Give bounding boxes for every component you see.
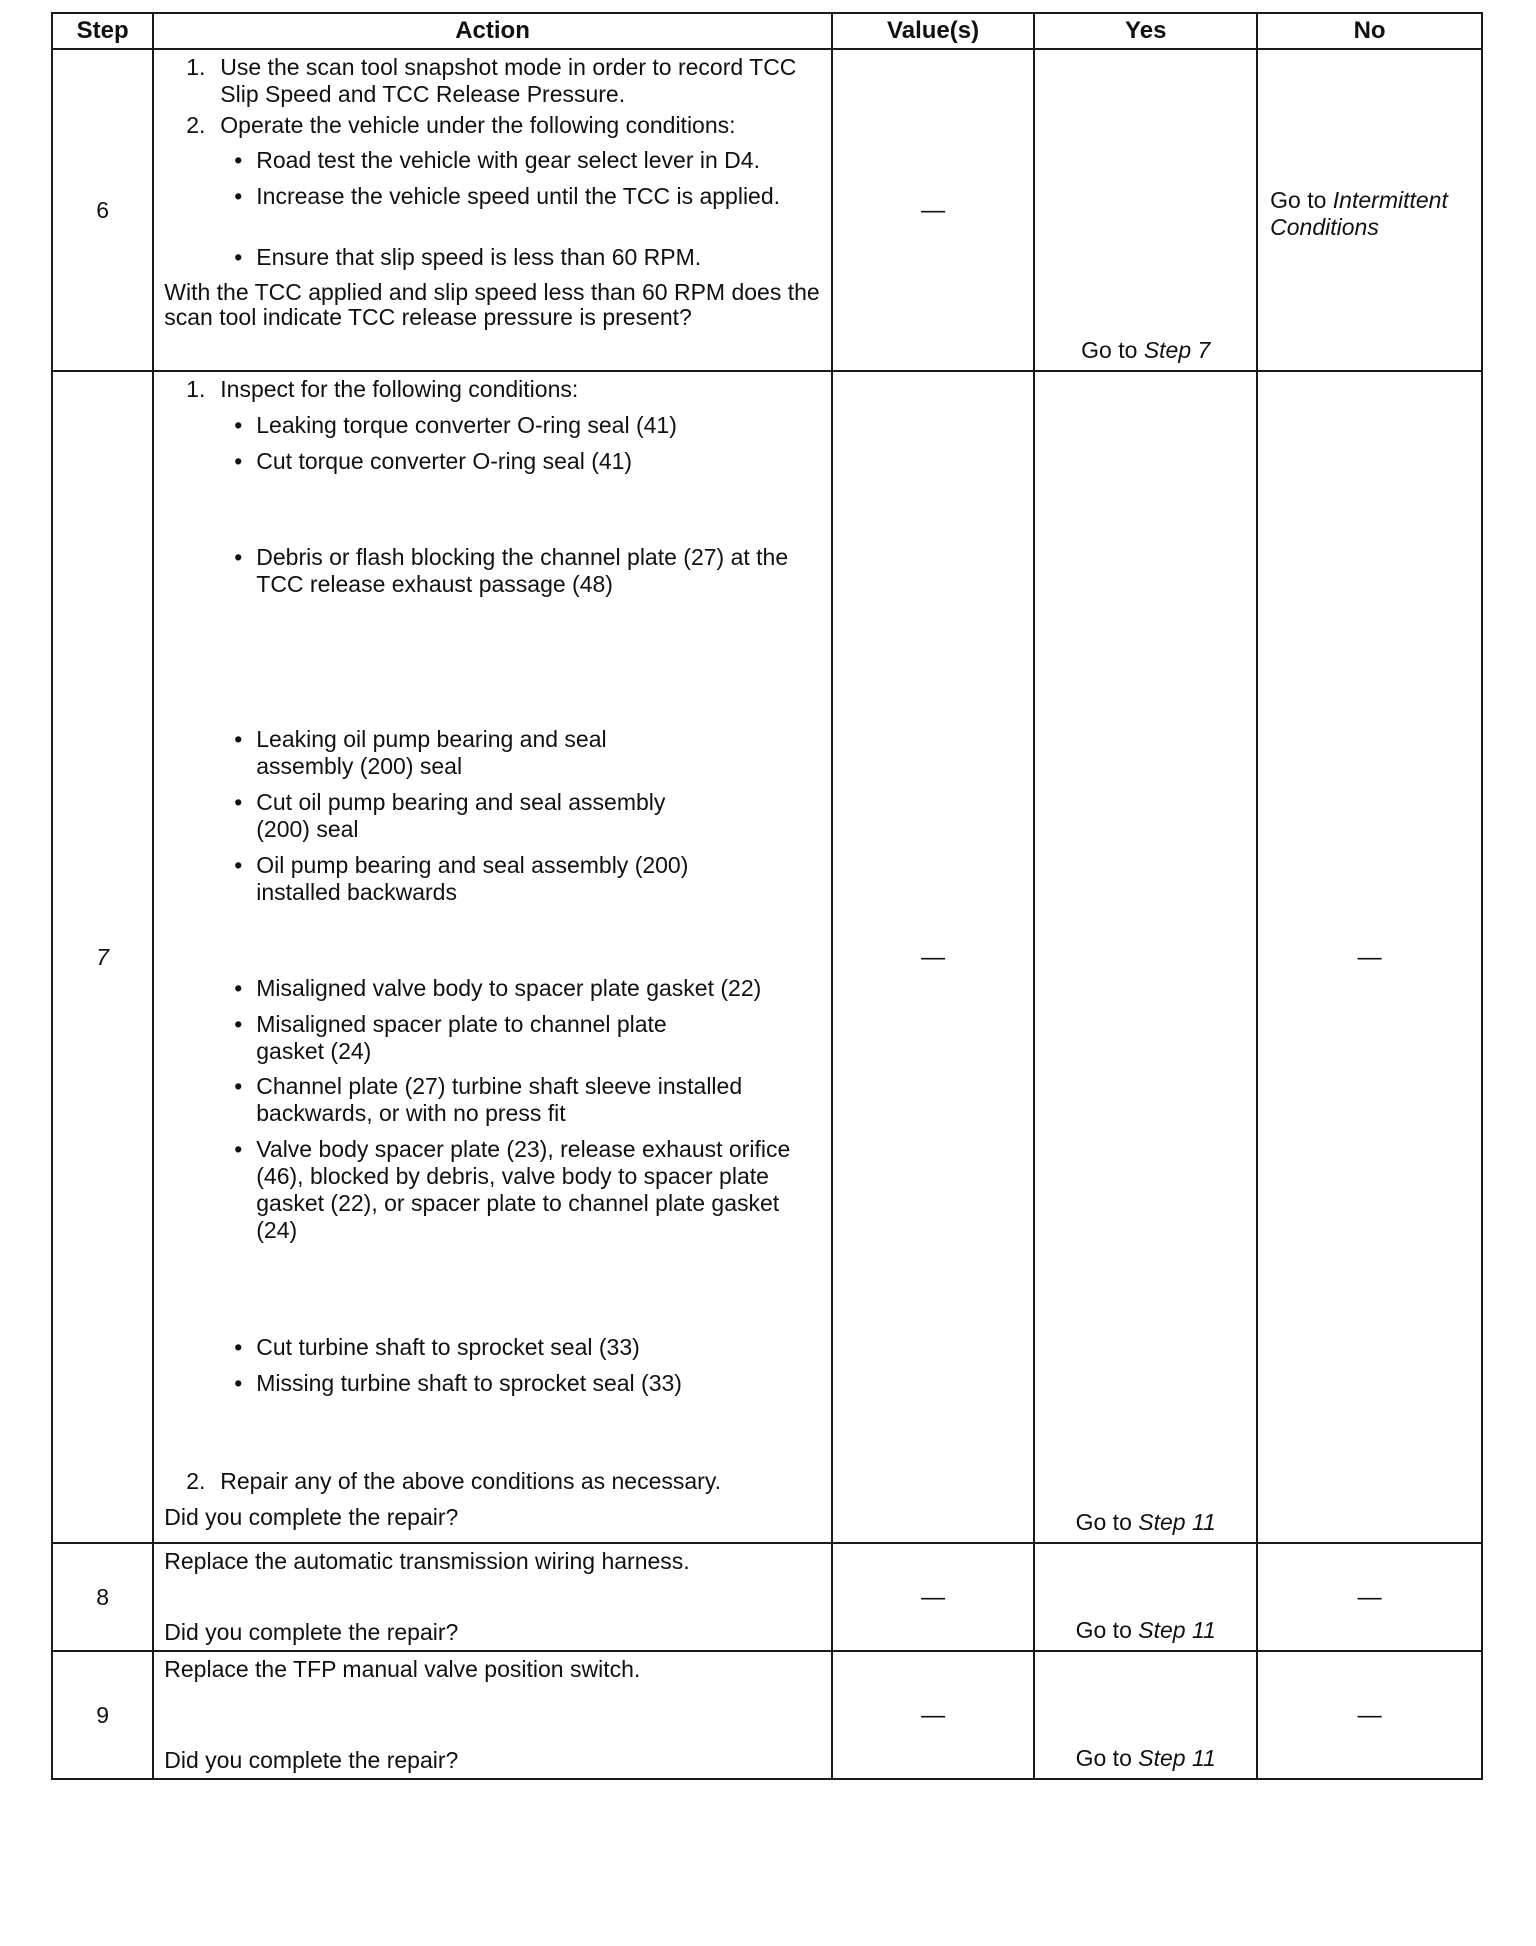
yes-prefix: Go to	[1075, 1617, 1139, 1643]
bullet-icon: •	[234, 789, 243, 815]
question-text: Did you complete the repair?	[164, 1619, 459, 1645]
yes-goto	[1035, 337, 1256, 370]
table-row-step-9	[52, 1651, 1482, 1779]
bullet-text: Oil pump bearing and seal assembly (200) installed backwards	[256, 852, 689, 905]
action-cell	[153, 371, 832, 1543]
action-text: Replace the TFP manual valve position switch.	[164, 1656, 641, 1682]
no-goto	[1258, 179, 1481, 241]
item-text: Operate the vehicle under the following conditions:	[220, 112, 736, 138]
item-text: Inspect for the following conditions:	[220, 376, 579, 402]
bullet-item	[154, 1073, 831, 1127]
bullet-item	[154, 412, 831, 439]
value-cell	[832, 1543, 1035, 1651]
bullet-text: Missing turbine shaft to sprocket seal (33)	[256, 1370, 682, 1396]
yes-prefix: Go to	[1075, 1509, 1139, 1535]
item-number: 1.	[186, 376, 206, 402]
bullet-text: Valve body spacer plate (23), release exhaust orifice (46), blocked by debris, valve body to spacer plate gasket (22), or spacer plate to channel plate gasket (24)	[256, 1136, 791, 1243]
header-yes: Yes	[1034, 13, 1257, 49]
header-row	[52, 13, 1482, 49]
bullet-item	[154, 1370, 831, 1397]
bullet-item	[154, 975, 831, 1002]
yes-prefix: Go to	[1075, 1745, 1139, 1771]
bullet-item	[154, 183, 831, 210]
bullet-icon: •	[234, 1011, 243, 1037]
diagnostic-table	[51, 12, 1483, 1780]
yes-goto	[1035, 1745, 1256, 1778]
no-dash: —	[1357, 1583, 1382, 1611]
step-number: 8	[52, 1543, 153, 1651]
no-dash: —	[1357, 1701, 1382, 1729]
bullet-item	[154, 544, 831, 598]
no-cell	[1257, 371, 1482, 1543]
header-no: No	[1257, 13, 1482, 49]
no-dash: —	[1357, 943, 1382, 971]
step-number: 7	[52, 371, 153, 1543]
bullet-icon: •	[234, 412, 243, 438]
bullet-icon: •	[234, 1136, 243, 1162]
action-cell	[153, 1543, 832, 1651]
yes-cell	[1034, 1543, 1257, 1651]
yes-cell	[1034, 1651, 1257, 1779]
step-number: 9	[52, 1651, 153, 1779]
no-cell	[1257, 1651, 1482, 1779]
yes-prefix: Go to	[1081, 337, 1144, 363]
bullet-text: Leaking oil pump bearing and seal assembly (200) seal	[256, 726, 607, 779]
bullet-icon: •	[234, 183, 243, 209]
no-target-link[interactable]: Intermittent Conditions	[1270, 187, 1448, 240]
no-cell	[1257, 49, 1482, 371]
item-text: Repair any of the above conditions as necessary.	[220, 1468, 722, 1494]
bullet-text: Misaligned valve body to spacer plate gasket (22)	[256, 975, 762, 1001]
bullet-item	[154, 1011, 831, 1065]
yes-step-link[interactable]: Step 7	[1143, 337, 1211, 363]
numbered-item	[154, 376, 831, 403]
value-dash: —	[921, 1583, 946, 1611]
table-row-step-8	[52, 1543, 1482, 1651]
bullet-item	[154, 789, 831, 843]
bullet-text: Increase the vehicle speed until the TCC is applied.	[256, 183, 781, 209]
value-cell	[832, 1651, 1035, 1779]
table-row-step-7	[52, 371, 1482, 1543]
bullet-icon: •	[234, 1334, 243, 1360]
bullet-icon: •	[234, 448, 243, 474]
bullet-text: Cut turbine shaft to sprocket seal (33)	[256, 1334, 640, 1360]
yes-cell	[1034, 49, 1257, 371]
bullet-icon: •	[234, 975, 243, 1001]
yes-goto	[1035, 1509, 1256, 1542]
item-number: 2.	[186, 1468, 206, 1494]
yes-cell	[1034, 371, 1257, 1543]
bullet-text: Cut torque converter O-ring seal (41)	[256, 448, 633, 474]
numbered-item	[154, 112, 831, 139]
bullet-text: Ensure that slip speed is less than 60 RPM.	[256, 244, 702, 270]
yes-step-link[interactable]: Step 11	[1138, 1509, 1216, 1535]
step-number: 6	[52, 49, 153, 371]
value-dash: —	[921, 196, 946, 224]
value-cell	[832, 49, 1035, 371]
header-action: Action	[153, 13, 832, 49]
yes-step-link[interactable]: Step 11	[1138, 1617, 1216, 1643]
yes-goto	[1035, 1617, 1256, 1650]
no-cell	[1257, 1543, 1482, 1651]
bullet-text: Cut oil pump bearing and seal assembly (200) seal	[256, 789, 666, 842]
numbered-item	[154, 1468, 831, 1495]
header-values: Value(s)	[832, 13, 1035, 49]
numbered-item	[154, 54, 831, 108]
bullet-text: Misaligned spacer plate to channel plate gasket (24)	[256, 1011, 667, 1064]
bullet-item	[154, 1334, 831, 1361]
action-cell	[153, 49, 832, 371]
bullet-item	[154, 448, 831, 475]
bullet-icon: •	[234, 544, 243, 570]
bullet-item	[154, 852, 831, 906]
bullet-icon: •	[234, 147, 243, 173]
value-dash: —	[921, 1701, 946, 1729]
bullet-icon: •	[234, 244, 243, 270]
item-text: Use the scan tool snapshot mode in order to record TCC Slip Speed and TCC Release Pressure.	[220, 54, 797, 107]
table-row-step-6	[52, 49, 1482, 371]
no-prefix: Go to	[1270, 187, 1333, 213]
item-number: 1.	[186, 54, 206, 80]
action-text: Replace the automatic transmission wiring harness.	[164, 1548, 690, 1574]
bullet-item	[154, 147, 831, 174]
item-number: 2.	[186, 112, 206, 138]
header-step: Step	[52, 13, 153, 49]
bullet-icon: •	[234, 726, 243, 752]
value-cell	[832, 371, 1035, 1543]
bullet-text: Channel plate (27) turbine shaft sleeve installed backwards, or with no press fit	[256, 1073, 743, 1126]
question-text: Did you complete the repair?	[164, 1504, 459, 1530]
bullet-text: Debris or flash blocking the channel plate (27) at the TCC release exhaust passage (48)	[256, 544, 789, 597]
bullet-item	[154, 244, 831, 271]
bullet-icon: •	[234, 852, 243, 878]
bullet-item	[154, 726, 831, 780]
question-text: Did you complete the repair?	[164, 1747, 459, 1773]
bullet-icon: •	[234, 1073, 243, 1099]
bullet-text: Leaking torque converter O-ring seal (41)	[256, 412, 677, 438]
action-cell	[153, 1651, 832, 1779]
yes-step-link[interactable]: Step 11	[1138, 1745, 1216, 1771]
question-text: With the TCC applied and slip speed less than 60 RPM does the scan tool indicate TCC release pressure is present?	[164, 279, 820, 330]
bullet-text: Road test the vehicle with gear select lever in D4.	[256, 147, 760, 173]
value-dash: —	[921, 943, 946, 971]
bullet-item	[154, 1136, 831, 1244]
bullet-icon: •	[234, 1370, 243, 1396]
